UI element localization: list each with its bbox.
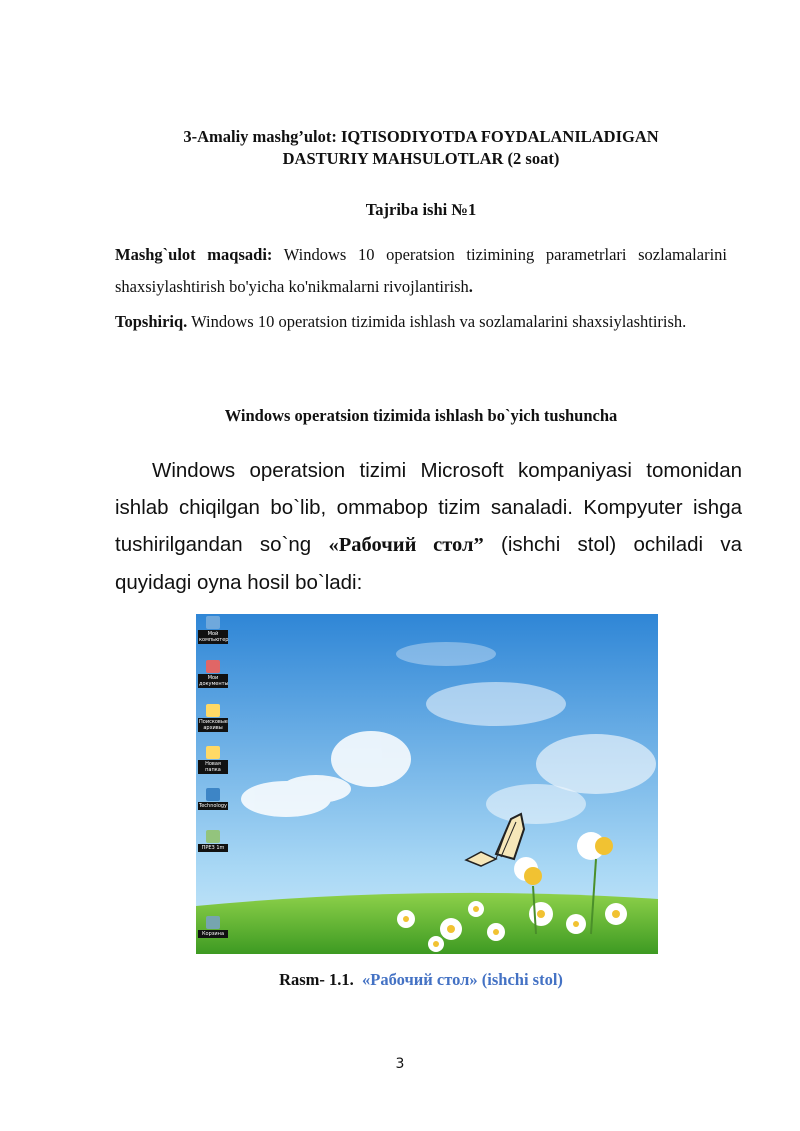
body-text-1: Windows operatsion tizimi Microsoft kompaniyasi tomonidan ishlab chiqilgan bo`lib, ommabop tizim sanaladi. Kompyuter ishga tushirilgandan so`ng <box>115 459 742 556</box>
desktop-icon-computer[interactable]: Мой компьютер <box>198 616 228 644</box>
desktop-icon-folder-2[interactable]: Новая папка <box>198 746 228 774</box>
section-heading: Windows operatsion tizimida ishlash bo`yich tushuncha <box>224 406 618 425</box>
recycle-bin-icon <box>206 916 220 929</box>
task-text: Windows 10 operatsion tizimida ishlash va sozlamalarini shaxsiylashtirish. <box>191 312 687 331</box>
body-paragraph <box>115 452 742 601</box>
task-paragraph <box>115 306 727 338</box>
page-title <box>115 126 727 170</box>
grass <box>196 893 658 954</box>
desktop-icon-app-2[interactable]: ПРЕЗ 1m <box>198 830 228 852</box>
folder-icon <box>206 746 220 759</box>
goal-end: . <box>468 277 473 296</box>
goal-paragraph <box>115 239 727 303</box>
caption-text: «Рабочий стол» (ishchi stol) <box>362 970 563 989</box>
subtitle: Tajriba ishi №1 <box>365 200 477 219</box>
documents-icon <box>206 660 220 673</box>
figure-caption <box>115 970 727 990</box>
app-icon <box>206 830 220 843</box>
desktop-icon-folder[interactable]: Поисковые архивы <box>198 704 228 732</box>
desktop-icon-app[interactable]: Technology <box>198 788 228 810</box>
caption-label: Rasm- 1.1. <box>279 970 354 989</box>
desktop-icon-documents[interactable]: Мои документы <box>198 660 228 688</box>
folder-icon <box>206 704 220 717</box>
title-line-2: DASTURIY MAHSULOTLAR (2 soat) <box>282 149 560 168</box>
body-text-2: (ishchi stol) ochiladi va quyidagi oyna hosil bo`ladi: <box>115 533 742 594</box>
desktop-screenshot <box>196 614 658 954</box>
goal-label: Mashg`ulot maqsadi: <box>115 245 273 264</box>
desktop-wallpaper <box>196 614 658 954</box>
goal-text: Windows 10 operatsion tizimining parametrlari sozlamalarini shaxsiylashtirish bo'yicha ko'nikmalarni rivojlantirish <box>115 245 727 296</box>
page-number: 3 <box>395 1056 405 1072</box>
app-icon <box>206 788 220 801</box>
body-bold: «Рабочий стол” <box>328 534 484 556</box>
desktop-icon-recycle-bin[interactable]: Корзина <box>198 916 228 938</box>
task-label: Topshiriq. <box>115 312 188 331</box>
computer-icon <box>206 616 220 629</box>
title-line-1: 3-Amaliy mashg’ulot: IQTISODIYOTDA FOYDALANILADIGAN <box>183 127 659 146</box>
